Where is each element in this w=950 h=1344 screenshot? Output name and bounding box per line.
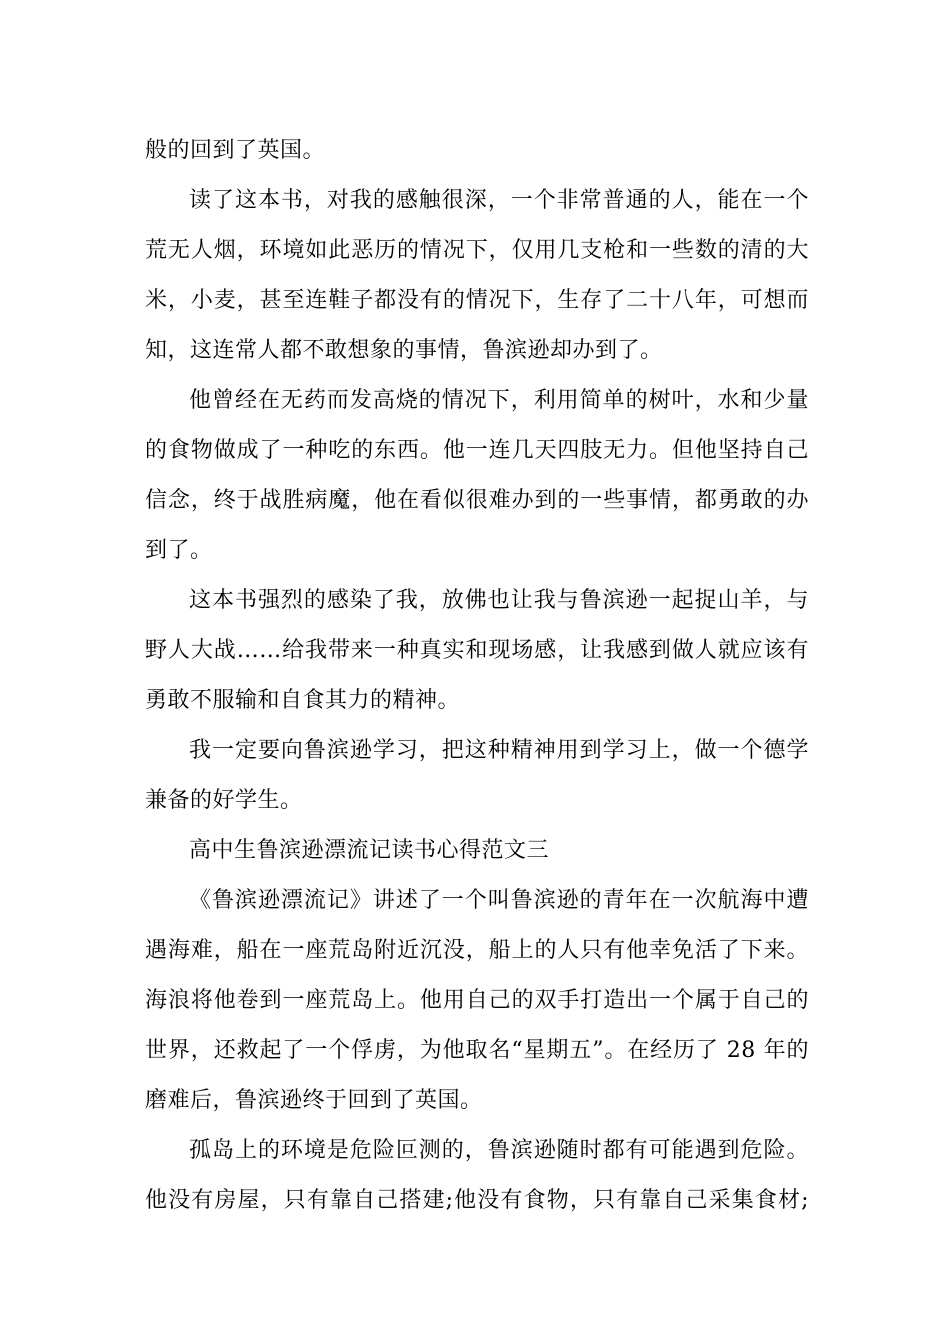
paragraph-impression	[145, 576, 809, 726]
paragraph-continuation	[145, 126, 809, 176]
text-line: 世界，还救起了一个俘虏，为他取名“星期五”。在经历了 28 年的	[145, 1038, 809, 1063]
text-line: 的食物做成了一种吃的东西。他一连几天四肢无力。但他坚持自己	[145, 438, 809, 463]
text-line: 他曾经在无药而发高烧的情况下，利用简单的树叶，水和少量	[189, 388, 809, 413]
text-line: 勇敢不服输和自食其力的精神。	[145, 688, 461, 713]
paragraph-reflection	[145, 176, 809, 376]
text-line: 米，小麦，甚至连鞋子都没有的情况下，生存了二十八年，可想而	[145, 288, 809, 313]
text-line: 兼备的好学生。	[145, 788, 303, 813]
text-line: 遇海难，船在一座荒岛附近沉没，船上的人只有他幸免活了下来。	[145, 938, 809, 963]
document-body	[145, 126, 809, 1226]
text-line: 荒无人烟，环境如此恶历的情况下，仅用几支枪和一些数的清的大	[145, 238, 809, 263]
text-line: 到了。	[145, 538, 213, 563]
paragraph-illness	[145, 376, 809, 576]
paragraph-resolution	[145, 726, 809, 826]
text-line: 般的回到了英国。	[145, 138, 326, 163]
text-line: 知，这连常人都不敢想象的事情，鲁滨逊却办到了。	[145, 338, 663, 363]
paragraph-summary	[145, 876, 809, 1126]
text-line: 野人大战……给我带来一种真实和现场感，让我感到做人就应该有	[145, 638, 809, 663]
text-line: 信念，终于战胜病魔，他在看似很难办到的一些事情，都勇敢的办	[145, 488, 809, 513]
text-line: 读了这本书，对我的感触很深，一个非常普通的人，能在一个	[189, 188, 809, 213]
section-heading	[145, 826, 809, 876]
text-line: 这本书强烈的感染了我，放佛也让我与鲁滨逊一起捉山羊，与	[189, 588, 809, 613]
paragraph-island	[145, 1126, 809, 1226]
text-line: 海浪将他卷到一座荒岛上。他用自己的双手打造出一个属于自己的	[145, 988, 809, 1013]
text-line: 我一定要向鲁滨逊学习，把这种精神用到学习上，做一个德学	[189, 738, 809, 763]
text-line: 磨难后，鲁滨逊终于回到了英国。	[145, 1088, 483, 1113]
section-title: 高中生鲁滨逊漂流记读书心得范文三	[189, 838, 550, 863]
text-line: 《鲁滨逊漂流记》讲述了一个叫鲁滨逊的青年在一次航海中遭	[189, 888, 809, 913]
text-line: 他没有房屋，只有靠自己搭建;他没有食物，只有靠自己采集食材;	[145, 1188, 809, 1213]
text-line: 孤岛上的环境是危险叵测的，鲁滨逊随时都有可能遇到危险。	[189, 1138, 809, 1163]
